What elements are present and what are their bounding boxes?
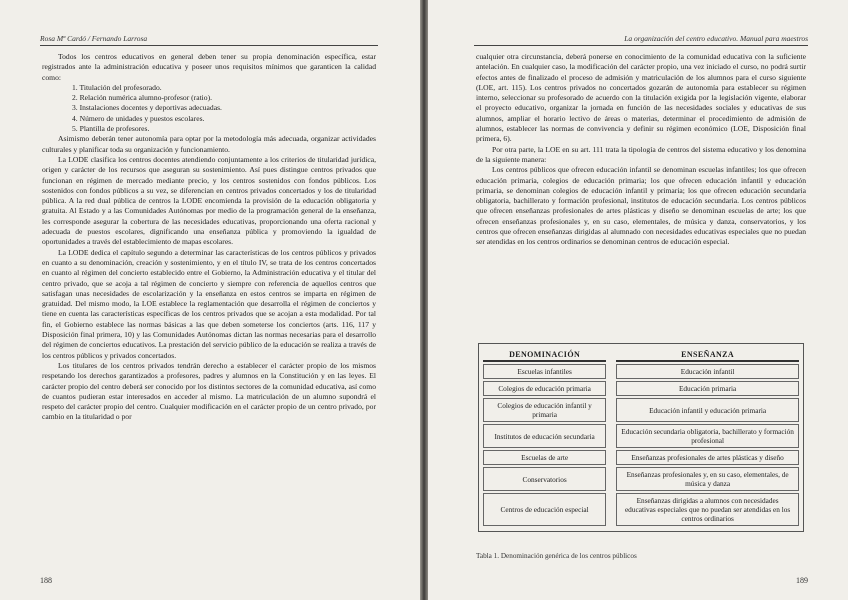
cell-denominacion: Institutos de educación secundaria [483, 424, 606, 448]
cell-ensenanza: Educación infantil [616, 364, 799, 379]
right-running-head: La organización del centro educativo. Manual para maestros [624, 34, 808, 43]
left-body-text [42, 52, 376, 423]
left-page-number: 188 [40, 576, 52, 585]
table-row [483, 381, 799, 396]
cell-denominacion: Escuelas infantiles [483, 364, 606, 379]
list-item: 5. Plantilla de profesores. [72, 124, 150, 134]
right-page-number: 189 [796, 576, 808, 585]
book-gutter [420, 0, 428, 600]
left-paragraph: Los titulares de los centros privados tendrán derecho a establecer el carácter propio de los mismos respetando los derechos garantizados a profesores, padres y alumnos en la Constitución y en las leyes. El carácter propio del centro deberá ser conocido por los distintos sectores de la comunidad educativa, así como de cuantos pudieran estar interesados en acceder al mismo. La matriculación de un alumno supondrá el respeto del carácter propio del centro. Cualquier modificación en el carácter propio de un centro privado, por cambio en la titularidad o por [42, 360, 376, 422]
left-paragraph: Asimismo deberán tener autonomía para optar por la metodología más adecuada, organizar actividades culturales y planificar toda su organización y funcionamiento. [42, 134, 376, 154]
left-header-rule [40, 45, 378, 46]
table-row [483, 493, 799, 526]
list-item: 4. Número de unidades y puestos escolares. [72, 113, 205, 123]
right-paragraph: Por otra parte, la LOE en su art. 111 trata la tipología de centros del sistema educativo y los denomina de la siguiente manera: [476, 144, 806, 164]
cell-denominacion: Colegios de educación infantil y primaria [483, 398, 606, 422]
left-page [0, 0, 420, 600]
list-item: 1. Titulación del profesorado. [72, 82, 162, 92]
left-paragraph: La LODE dedica el capítulo segundo a determinar las características de los centros públicos y privados en cuanto a su denominación, creación y sostenimiento, y en el título IV, se trata de los centros concertados en cuanto al régimen del concierto establecido entre el Gobierno, la Administración educativa y el titular del centro privado, que se acoja a tal régimen de concierto y siempre con referencia de aquellos centros que satisfagan unas necesidades de escolarización y la enseñanza en estos centros se imparta en régimen de gratuidad. Del mismo modo, la LOE establece la reglamentación que desarrolla el régimen de conciertos y tiene en cuenta las características específicas de los centros privados que se acojan a esta modalidad. Por tal fin, el Gobierno establece las normas básicas a las que deben someterse los conciertos (arts. 116, 117 y Disposición final primera, 10) y las Comunidades Autónomas dictan las normas necesarias para el desarrollo del régimen de conciertos educativos. La prestación del servicio público de la educación se realiza a través de los centros públicos y privados concertados. [42, 247, 376, 360]
table-header-row [483, 349, 799, 362]
cell-ensenanza: Educación secundaria obligatoria, bachillerato y formación profesional [616, 424, 799, 448]
table-row [483, 467, 799, 491]
cell-denominacion: Colegios de educación primaria [483, 381, 606, 396]
centers-table-grid [483, 347, 799, 528]
table-row [483, 450, 799, 465]
cell-ensenanza: Enseñanzas dirigidas a alumnos con necesidades educativas especiales que no puedan ser atendidas en los centros ordinarios [616, 493, 799, 526]
cell-denominacion: Centros de educación especial [483, 493, 606, 526]
cell-ensenanza: Educación infantil y educación primaria [616, 398, 799, 422]
list-item: 3. Instalaciones docentes y deportivas adecuadas. [72, 103, 222, 113]
right-paragraph: cualquier otra circunstancia, deberá ponerse en conocimiento de la comunidad educativa con la suficiente antelación. En cualquier caso, la modificación del carácter propio, una vez iniciado el curso, no podrá surtir efectos antes de finalizado el proceso de admisión y matriculación de los alumnos para el curso siguiente (LOE, art. 115). Los centros privados no concertados gozarán de autonomía para establecer su régimen interno, seleccionar su profesorado de acuerdo con la titulación exigida por la legislación vigente, elaborar el proyecto educativo, organizar la jornada en función de las necesidades sociales y educativas de sus alumnos, ampliar el horario lectivo de áreas o materias, determinar el procedimiento de admisión de alumnos, establecer las normas de convivencia y definir su régimen económico (LOE, Disposición final primera, 6). [476, 52, 806, 144]
centers-table [478, 343, 804, 532]
table-row [483, 398, 799, 422]
cell-ensenanza: Enseñanzas profesionales de artes plásticas y diseño [616, 450, 799, 465]
requirements-list [42, 83, 376, 134]
header-denominacion: DENOMINACIÓN [483, 349, 606, 362]
right-paragraph: Los centros públicos que ofrecen educación infantil se denominan escuelas infantiles; los que ofrecen educación primaria, colegios de educación primaria; los que ofrecen educación infantil y educación primaria, se denominan colegios de educación infantil y primaria; los que ofrecen educación secundaria obligatoria, bachillerato y formación profesional, institutos de educación secundaria. Los centros públicos que ofrecen enseñanzas profesionales de artes plásticas y diseño se denominan escuelas de arte; los que ofrecen enseñanzas profesionales y, en su caso, elementales, de música y danza, conservatorios, y los centros que ofrecen enseñanzas dirigidas al alumnado con necesidades educativas especiales que no puedan ser atendidas en los centros ordinarios se denominan centros de educación especial. [476, 165, 806, 247]
right-body-text [476, 52, 806, 248]
cell-ensenanza: Enseñanzas profesionales y, en su caso, elementales, de música y danza [616, 467, 799, 491]
table-caption: Tabla 1. Denominación genérica de los centros públicos [476, 552, 637, 560]
right-page [428, 0, 848, 600]
list-item: 2. Relación numérica alumno-profesor (ratio). [72, 93, 213, 103]
cell-denominacion: Escuelas de arte [483, 450, 606, 465]
cell-denominacion: Conservatorios [483, 467, 606, 491]
left-paragraph: La LODE clasifica los centros docentes atendiendo conjuntamente a los criterios de titularidad jurídica, origen y carácter de los recursos que aseguran su sostenimiento. Así pues distingue centros privados que funcionan en régimen de mercado mediante precio, y los centros sostenidos con fondos públicos. Los sostenidos con fondos públicos a su vez, se diferencian en centros privados concertados y los de titularidad pública. A la red dual pública de centros la LODE encomienda la provisión de la educación obligatoria y gratuita. Al Estado y a las Comunidades Autónomas por medio de la programación general de la enseñanza, les corresponde asegurar la cobertura de las necesidades educativas, proporcionando una oferta racional y adecuada de puestos escolares, dignificando una enseñanza pública y promoviendo la igualdad de oportunidades a través del establecimiento de mapas escolares. [42, 154, 376, 247]
right-header-rule [474, 45, 808, 46]
table-row [483, 424, 799, 448]
cell-ensenanza: Educación primaria [616, 381, 799, 396]
header-ensenanza: ENSEÑANZA [616, 349, 799, 362]
left-intro-paragraph: Todos los centros educativos en general deben tener su propia denominación específica, estar registrados ante la administración educativa y poseer unos requisitos mínimos que garanticen la calidad como: [42, 52, 376, 82]
table-row [483, 364, 799, 379]
left-running-head: Rosa Mª Cardó / Fernando Larrosa [40, 34, 148, 43]
